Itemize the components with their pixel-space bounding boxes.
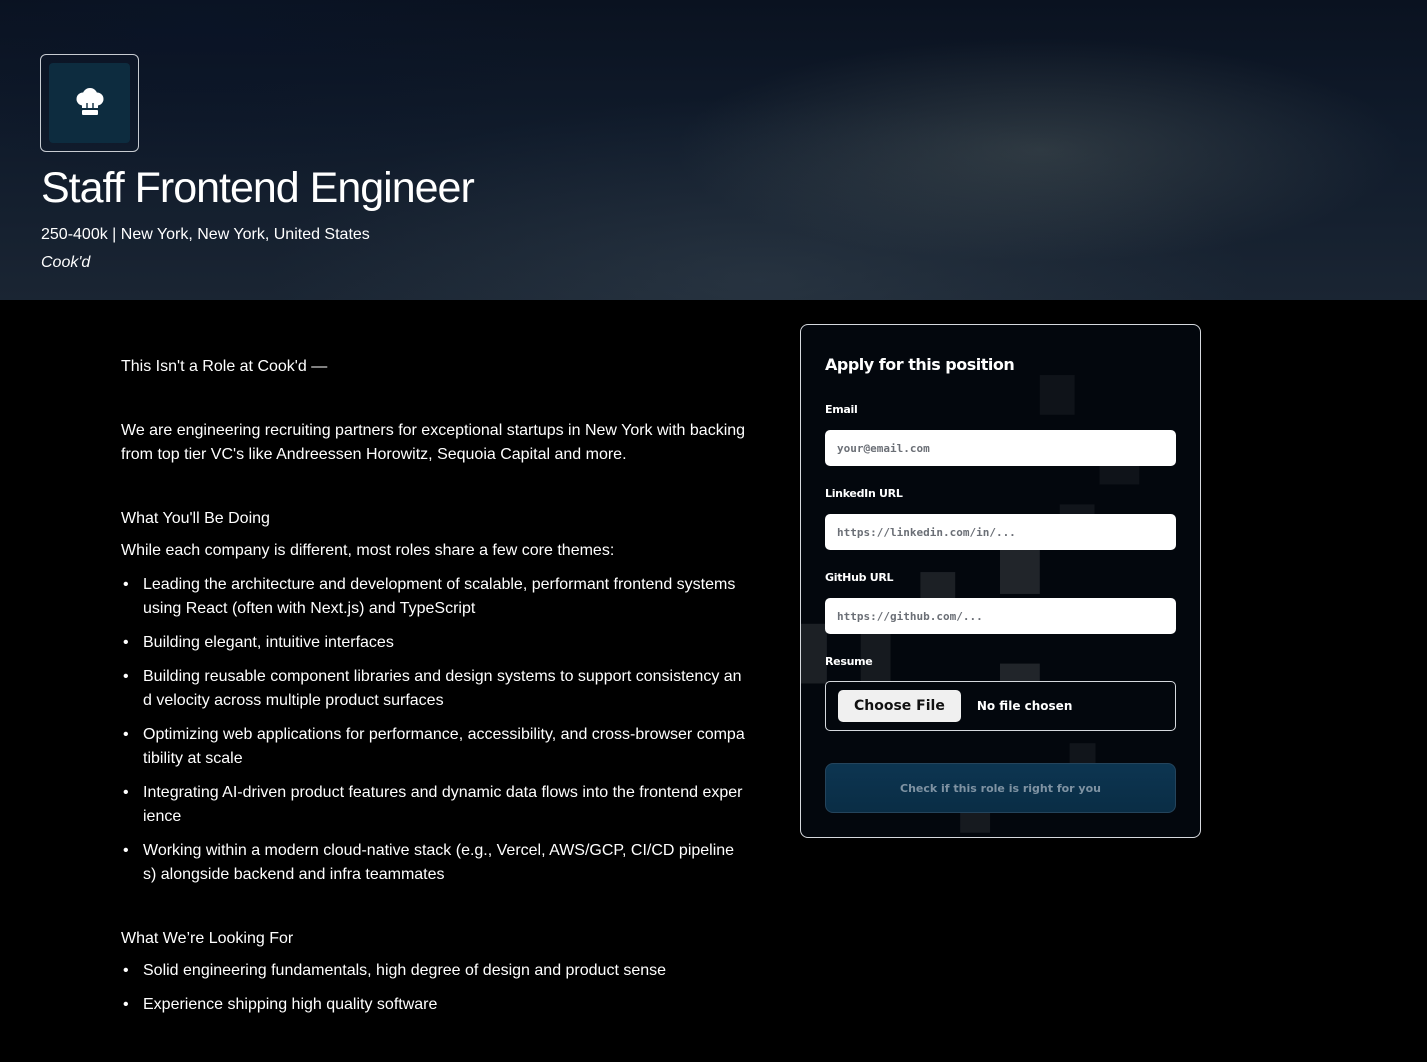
choose-file-button[interactable]: Choose File [838,690,961,722]
list-item-text: Experience shipping high quality software [143,996,438,1013]
list-item-text: Integrating AI-driven product features and dynamic data flows into the frontend experience [143,784,743,825]
list-item [121,665,746,713]
list-item-text: Optimizing web applications for performance, accessibility, and cross-browser compatibility at scale [143,726,745,767]
bullet-icon: • [123,668,129,685]
company-logo [40,54,139,152]
list-item [121,781,746,829]
doing-heading: What You'll Be Doing [121,510,270,527]
company-name: Cook'd [41,254,91,271]
bullet-icon: • [123,576,129,593]
job-salary-location: 250-400k | New York, New York, United States [41,226,370,243]
job-title: Staff Frontend Engineer [41,164,474,212]
github-url-field[interactable] [825,598,1176,634]
list-item-text: Leading the architecture and development of scalable, performant frontend systems using React (often with Next.js) and TypeScript [143,576,736,617]
list-item [121,993,746,1017]
list-item [121,631,746,655]
check-role-button[interactable]: Check if this role is right for you [825,763,1176,813]
apply-form-card [800,324,1201,838]
linkedin-label: LinkedIn URL [825,487,903,500]
list-item [121,573,746,621]
looking-heading: What We’re Looking For [121,930,294,947]
github-label: GitHub URL [825,571,894,584]
list-item [121,723,746,771]
list-item-text: Working within a modern cloud-native stack (e.g., Vercel, AWS/GCP, CI/CD pipelines) alongside backend and infra teammates [143,842,735,883]
resume-file-input[interactable] [825,681,1176,731]
bullet-icon: • [123,962,129,979]
job-header [0,0,1427,300]
email-field[interactable] [825,430,1176,466]
email-label: Email [825,403,858,416]
bullet-icon: • [123,784,129,801]
description-about: We are engineering recruiting partners for exceptional startups in New York with backing from top tier VC's like Andreessen Horowitz, Sequoia Capital and more. [121,422,746,463]
bullet-icon: • [123,726,129,743]
apply-form-title: Apply for this position [825,355,1015,374]
list-item-text: Solid engineering fundamentals, high degree of design and product sense [143,962,667,979]
chef-hat-icon [73,86,107,120]
doing-list [121,573,746,887]
list-item [121,959,746,983]
list-item-text: Building elegant, intuitive interfaces [143,634,394,651]
bullet-icon: • [123,996,129,1013]
list-item-text: Building reusable component libraries and design systems to support consistency and velocity across multiple product surfaces [143,668,742,709]
bullet-icon: • [123,842,129,859]
resume-label: Resume [825,655,873,668]
file-status: No file chosen [976,699,1073,713]
bullet-icon: • [123,634,129,651]
doing-lead: While each company is different, most roles share a few core themes: [121,542,615,559]
list-item [121,839,746,887]
description-intro: This Isn't a Role at Cook'd — [121,358,328,375]
job-description [121,355,746,1057]
linkedin-url-field[interactable] [825,514,1176,550]
company-logo-tile [49,63,130,143]
looking-list [121,959,746,1017]
